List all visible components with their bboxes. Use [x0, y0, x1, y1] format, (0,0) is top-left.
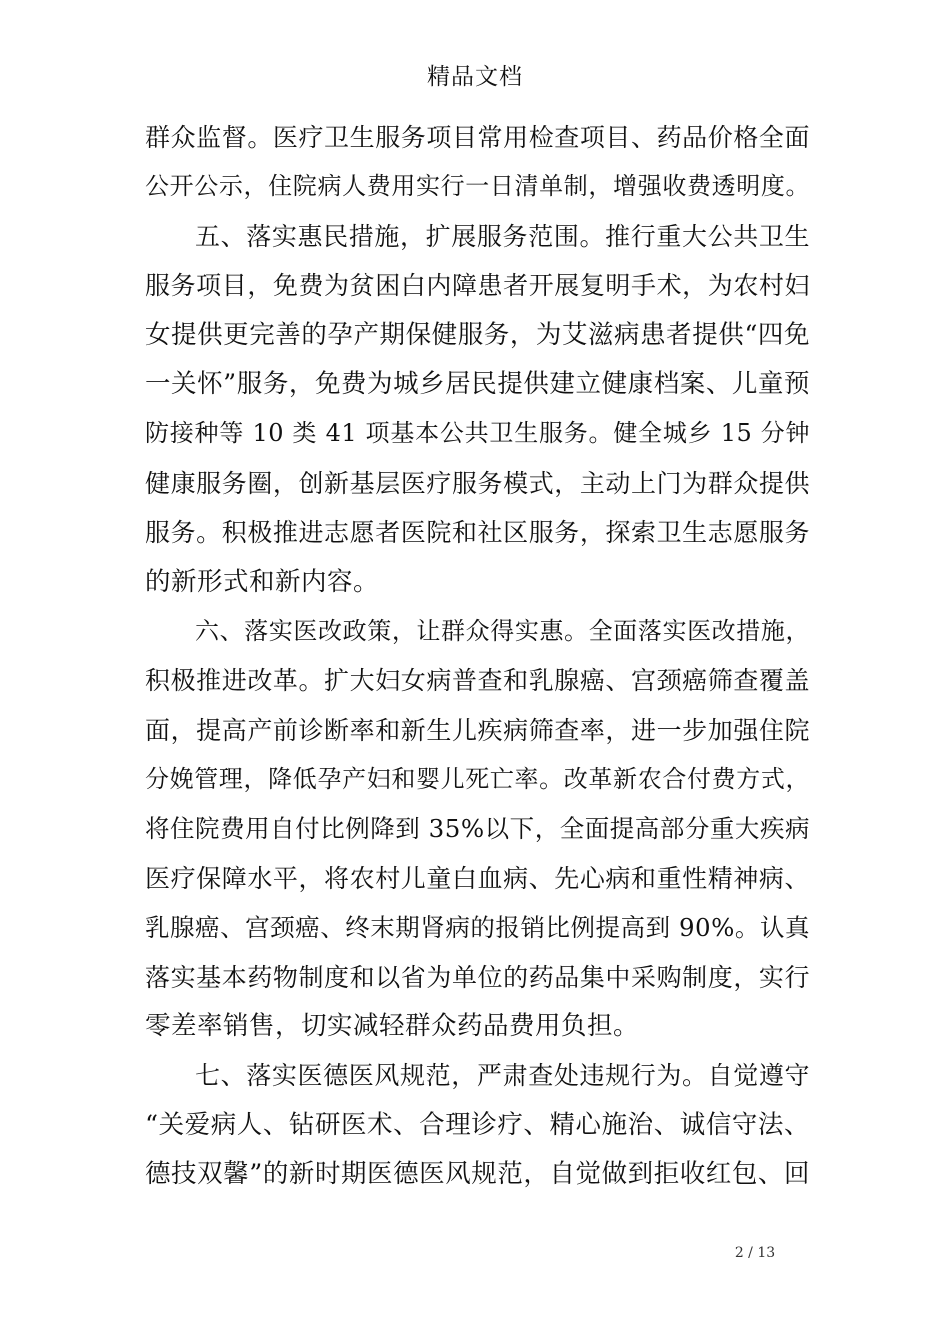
text-line: 健康服务圈，创新基层医疗服务模式，主动上门为群众提供: [145, 468, 810, 498]
text-line: 医疗保障水平，将农村儿童白血病、先心病和重性精神病、: [145, 863, 810, 893]
text-line: 服务。积极推进志愿者医院和社区服务，探索卫生志愿服务: [145, 518, 810, 548]
text-line: 积极推进改革。扩大妇女病普查和乳腺癌、宫颈癌筛查覆盖: [145, 666, 810, 696]
text-line: 将住院费用自付比例降到 35%以下，全面提高部分重大疾病: [145, 814, 810, 844]
text-line: 群众监督。医疗卫生服务项目常用检查项目、药品价格全面: [145, 123, 810, 152]
text-line: 女提供更完善的孕产期保健服务，为艾滋病患者提供“四免: [145, 319, 810, 350]
text-line: 七、落实医德医风规范，严肃查处违规行为。自觉遵守: [195, 1061, 810, 1091]
text-line: 德技双馨”的新时期医德医风规范，自觉做到拒收红包、回: [145, 1159, 810, 1190]
text-line: 分娩管理，降低孕产妇和婴儿死亡率。改革新农合付费方式，: [145, 765, 810, 794]
text-line: “关爱病人、钻研医术、合理诊疗、精心施治、诚信守法、: [145, 1109, 810, 1140]
text-line: 乳腺癌、宫颈癌、终末期肾病的报销比例提高到 90%。认真: [145, 913, 810, 943]
text-line: 公开公示，住院病人费用实行一日清单制，增强收费透明度。: [145, 172, 810, 201]
text-line: 一关怀”服务，免费为城乡居民提供建立健康档案、儿童预: [145, 368, 810, 399]
text-line: 服务项目，免费为贫困白内障患者开展复明手术，为农村妇: [145, 271, 810, 301]
text-line: 的新形式和新内容。: [145, 566, 380, 597]
text-line: 五、落实惠民措施，扩展服务范围。推行重大公共卫生: [195, 221, 810, 251]
text-line: 面，提高产前诊断率和新生儿疾病筛查率，进一步加强住院: [145, 715, 810, 745]
document-body: [145, 113, 810, 1200]
text-line: 落实基本药物制度和以省为单位的药品集中采购制度，实行: [145, 962, 810, 992]
page-number: 2 / 13: [734, 1245, 776, 1261]
text-line: 防接种等 10 类 41 项基本公共卫生服务。健全城乡 15 分钟: [145, 419, 810, 448]
page-header-title: 精品文档: [427, 64, 523, 90]
text-line: 零差率销售，切实减轻群众药品费用负担。: [145, 1011, 640, 1042]
text-line: 六、落实医改政策，让群众得实惠。全面落实医改措施，: [195, 616, 810, 645]
